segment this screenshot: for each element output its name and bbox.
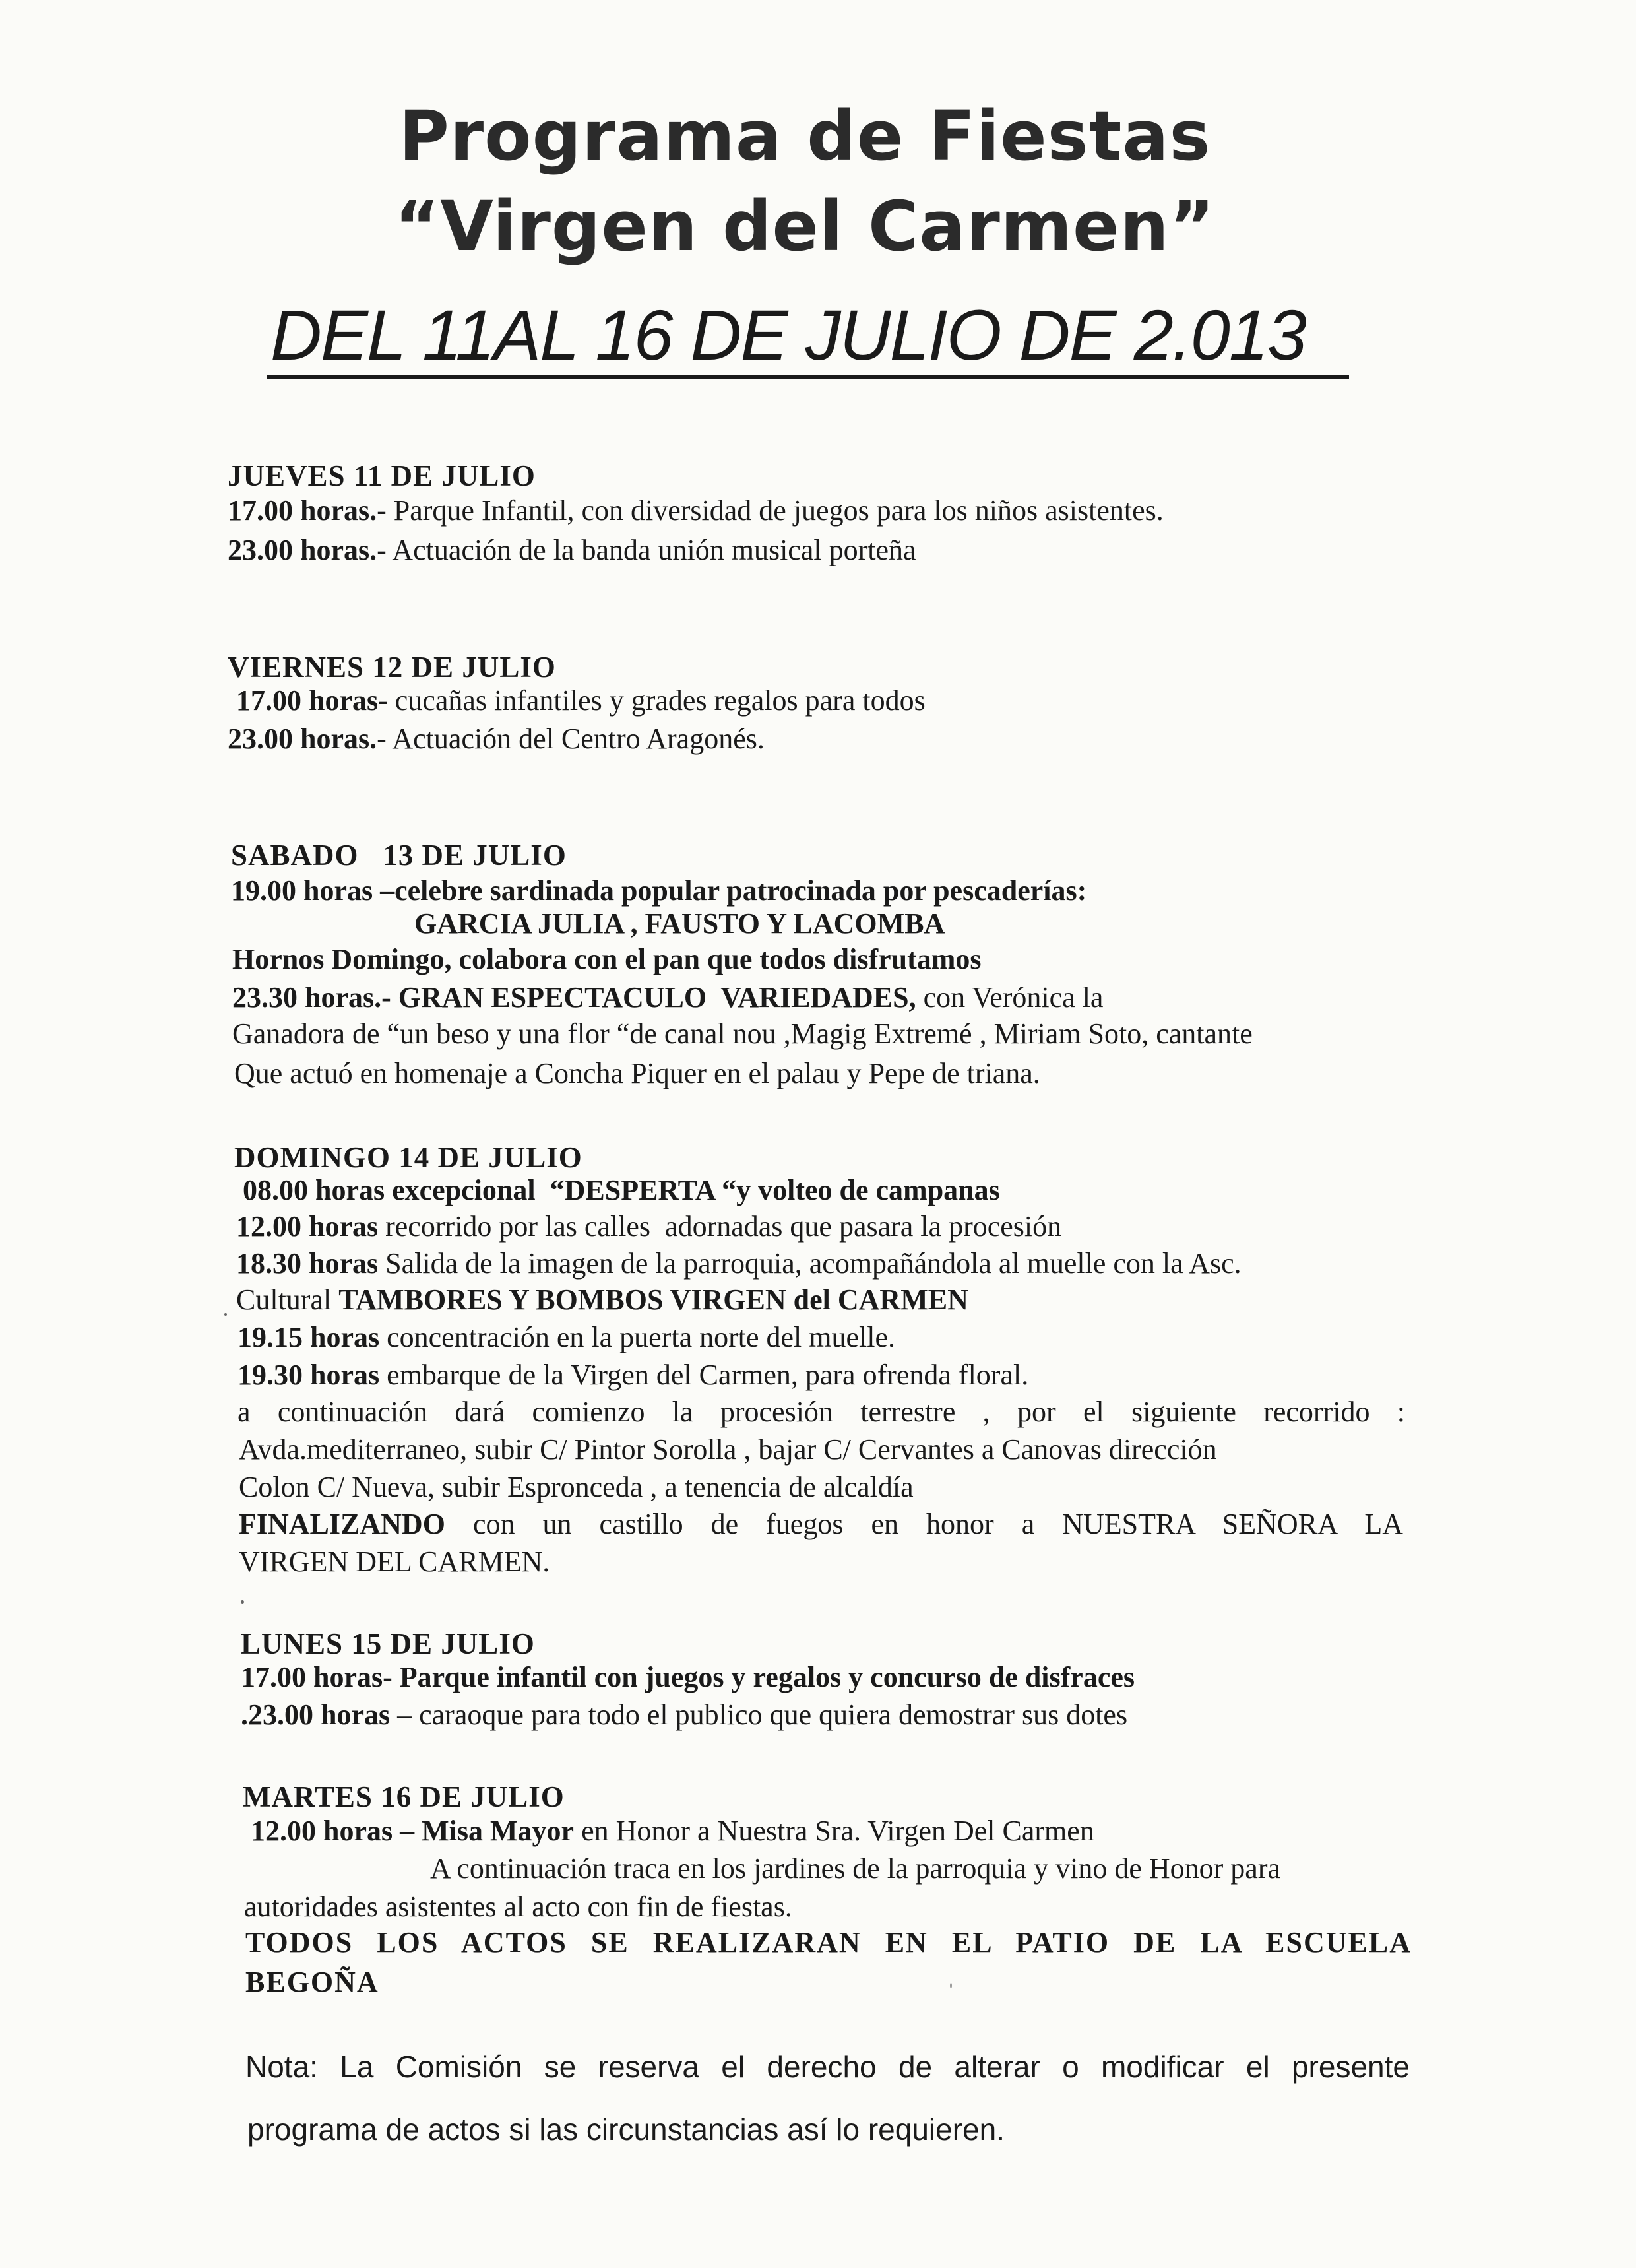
scan-speck [224,1313,227,1316]
day-heading-martes: MARTES 16 DE JULIO [243,1780,565,1813]
note-line-1 [245,2049,1410,2085]
date-range: DEL 11AL 16 DE JULIO DE 2.013 [270,295,1306,375]
event-text: con Verónica la [916,981,1104,1014]
scan-speck [950,1983,952,1988]
time-label: 19.15 horas [237,1321,380,1353]
event-text: con un castillo de fuegos en honor a NUESTRA SEÑORA LA [445,1508,1403,1540]
time-label: 23.00 horas. [228,534,377,566]
day-heading-jueves: JUEVES 11 DE JULIO [228,459,536,492]
event-text: concentración en la puerta norte del muelle. [379,1321,895,1353]
schedule-line: VIRGEN DEL CARMEN. [239,1545,550,1578]
schedule-line: autoridades asistentes al acto con fin de fiestas. [244,1891,792,1923]
event-text: - Parque Infantil, con diversidad de juegos para los niños asistentes. [377,494,1164,527]
schedule-line: A continuación traca en los jardines de la parroquia y vino de Honor para [430,1852,1280,1885]
schedule-line [228,536,916,565]
scan-speck [241,1600,244,1604]
title-line-1: Programa de Fiestas [398,96,1211,176]
event-text: - Actuación del Centro Aragonés. [377,723,765,755]
schedule-line [236,686,926,715]
schedule-line [241,1701,1127,1730]
note-line-2: programa de actos si las circunstancias así lo requieren. [247,2112,1005,2147]
schedule-line: Colon C/ Nueva, subir Espronceda , a tenencia de alcaldía [239,1471,914,1503]
time-label: 23.00 horas. [228,723,377,755]
time-label: 17.00 horas [236,684,379,717]
venue-notice: TODOS LOS ACTOS SE REALIZARAN EN EL PATIO DE LA ESCUELA [245,1926,1412,1959]
schedule-line [237,1361,1028,1390]
schedule-line: Avda.mediterraneo, subir C/ Pintor Sorolla , bajar C/ Cervantes a Canovas dirección [239,1433,1217,1466]
schedule-line: Hornos Domingo, colabora con el pan que todos disfrutamos [232,943,982,975]
day-heading-lunes: LUNES 15 DE JULIO [241,1627,535,1660]
schedule-line [228,496,1164,525]
day-heading-viernes: VIERNES 12 DE JULIO [228,651,556,684]
schedule-line: 08.00 horas excepcional “DESPERTA “y volteo de campanas [243,1174,1000,1206]
time-label: 19.30 horas [237,1359,380,1391]
event-text: – caraoque para todo el publico que quiera demostrar sus dotes [390,1699,1128,1731]
group-name: TAMBORES Y BOMBOS VIRGEN del CARMEN [338,1283,968,1316]
event-text: en Honor a Nuestra Sra. Virgen Del Carmen [574,1815,1094,1847]
event-text: Salida de la imagen de la parroquia, acompañándola al muelle con la Asc. [378,1247,1242,1280]
schedule-line: 19.00 horas –celebre sardinada popular patrocinada por pescaderías: [231,874,1087,907]
title-line-2: “Virgen del Carmen” [394,186,1216,267]
schedule-line [236,1285,968,1314]
day-heading-domingo: DOMINGO 14 DE JULIO [234,1141,582,1174]
time-label: 12.00 horas – Misa Mayor [251,1815,575,1847]
note-label: Nota: [245,2050,318,2084]
time-label: FINALIZANDO [239,1508,445,1540]
date-underline [267,375,1349,379]
schedule-line [251,1817,1094,1846]
event-text: embarque de la Virgen del Carmen, para ofrenda floral. [379,1359,1029,1391]
schedule-line [237,1323,895,1352]
event-text: recorrido por las calles adornadas que pasara la procesión [378,1210,1062,1243]
schedule-line [236,1212,1061,1241]
schedule-line: Ganadora de “un beso y una flor “de canal nou ,Magig Extremé , Miriam Soto, cantante [232,1018,1253,1050]
time-label: 18.30 horas [236,1247,379,1280]
event-text: Cultural [236,1283,339,1316]
event-text: - cucañas infantiles y grades regalos para todos [378,684,926,717]
time-label: 12.00 horas [236,1210,379,1243]
sponsor-names: GARCIA JULIA , FAUSTO Y LACOMBA [414,907,945,940]
venue-notice-cont: BEGOÑA [245,1966,379,1998]
schedule-line: a continuación dará comienzo la procesión terrestre , por el siguiente recorrido : [237,1396,1405,1428]
schedule-line [228,725,765,754]
schedule-line: Que actuó en homenaje a Concha Piquer en el palau y Pepe de triana. [234,1057,1040,1089]
day-heading-sabado: SABADO 13 DE JULIO [231,839,567,872]
note-text: La Comisión se reserva el derecho de alterar o modificar el presente [317,2050,1410,2084]
time-label: 17.00 horas. [228,494,377,527]
schedule-line [236,1249,1242,1278]
schedule-line: 17.00 horas- Parque infantil con juegos y regalos y concurso de disfraces [241,1661,1135,1693]
event-text: - Actuación de la banda unión musical porteña [377,534,916,566]
time-label: .23.00 horas [241,1699,391,1731]
schedule-line [239,1510,1403,1539]
schedule-line [232,983,1103,1012]
time-label: 23.30 horas.- GRAN ESPECTACULO VARIEDADES, [232,981,916,1014]
